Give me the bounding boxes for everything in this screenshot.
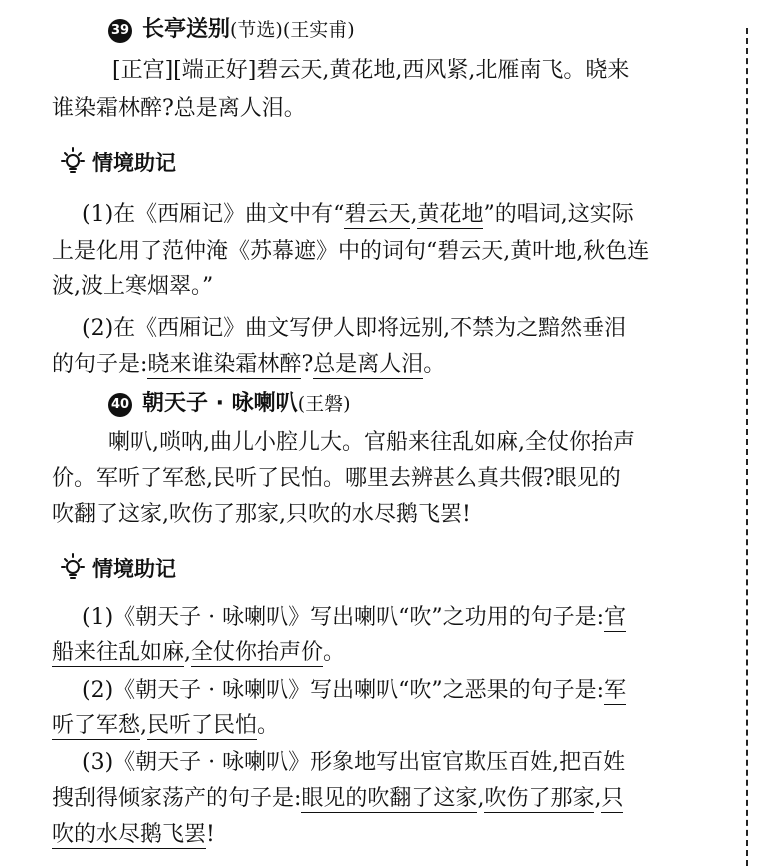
question-line: 上是化用了范仲淹《苏幕遮》中的词句“碧云天,黄叶地,秋色连 xyxy=(52,239,650,264)
entry-number-badge: 39 xyxy=(108,19,132,43)
question-line xyxy=(82,200,732,230)
question-text: (1)在《西厢记》曲文中有“ xyxy=(82,202,345,227)
entry-39-heading xyxy=(108,12,757,43)
question-line xyxy=(82,676,732,706)
answer-text: 眼见的吹翻了这家 xyxy=(301,786,478,811)
question-line: (3)《朝天子 · 咏喇叭》形象地写出宦官欺压百姓,把百姓 xyxy=(82,750,626,775)
question-line xyxy=(52,784,732,814)
answer-text: 全仗你抬声价 xyxy=(191,640,324,665)
answer-text: 吹伤了那家 xyxy=(484,786,595,811)
question-line xyxy=(52,711,732,741)
question-text: 。 xyxy=(423,352,446,377)
answer-text: 民听了民怕 xyxy=(147,713,258,738)
question-text: (2)《朝天子 · 咏喇叭》写出喇叭“吹”之恶果的句子是: xyxy=(82,678,605,703)
entry-40-heading xyxy=(108,386,757,417)
question-text: , xyxy=(477,786,485,811)
lightbulb-icon xyxy=(58,552,88,582)
answer-text: 总是离人泪 xyxy=(313,352,424,377)
question-text: , xyxy=(184,640,192,665)
answer-text: 船来往乱如麻 xyxy=(52,640,185,665)
question-text: 搜刮得倾家荡产的句子是: xyxy=(52,786,302,811)
answer-text: 吹的水尽鹅飞罢 xyxy=(52,822,207,847)
question-text: , xyxy=(140,713,148,738)
question-text: , xyxy=(594,786,602,811)
entry-meta: (王磐) xyxy=(297,393,351,415)
answer-text: 晓来谁染霜林醉 xyxy=(147,352,302,377)
hint-heading xyxy=(58,146,176,177)
entry-meta: (节选)(王实甫) xyxy=(230,19,355,41)
question-text: 。 xyxy=(257,713,280,738)
question-text: (1)《朝天子 · 咏喇叭》写出喇叭“吹”之功用的句子是: xyxy=(82,605,605,630)
answer-text: 军 xyxy=(604,678,627,703)
question-text: ! xyxy=(206,822,215,847)
hint-heading xyxy=(58,552,176,583)
entry-number-badge: 40 xyxy=(108,393,132,417)
answer-text: 黄花地 xyxy=(417,202,484,227)
question-line xyxy=(82,603,732,633)
hint-label: 情境助记 xyxy=(92,151,176,175)
question-line xyxy=(52,350,732,380)
poem-line: 价。军听了军愁,民听了民怕。哪里去辨甚么真共假?眼见的 xyxy=(52,466,621,491)
question-line xyxy=(52,638,732,668)
lightbulb-icon xyxy=(58,146,88,176)
question-text: , xyxy=(410,202,418,227)
answer-text: 碧云天 xyxy=(344,202,411,227)
entry-title: 长亭送别 xyxy=(142,17,231,42)
poem-line: 吹翻了这家,吹伤了那家,只吹的水尽鹅飞罢! xyxy=(52,502,471,527)
question-line: 波,波上寒烟翠。” xyxy=(52,274,214,299)
question-line xyxy=(52,820,732,850)
question-line: (2)在《西厢记》曲文写伊人即将远别,不禁为之黯然垂泪 xyxy=(82,316,627,341)
entry-title: 朝天子 · 咏喇叭 xyxy=(142,391,298,416)
poem-line: [正宫][端正好]碧云天,黄花地,西风紧,北雁南飞。晓来 xyxy=(112,58,630,83)
poem-line: 喇叭,唢呐,曲儿小腔儿大。官船来往乱如麻,全仗你抬声 xyxy=(108,430,635,455)
question-text: 的句子是: xyxy=(52,352,148,377)
answer-text: 只 xyxy=(601,786,624,811)
question-text: 。 xyxy=(323,640,346,665)
poem-line: 谁染霜林醉?总是离人泪。 xyxy=(52,96,306,121)
answer-text: 听了军愁 xyxy=(52,713,141,738)
hint-label: 情境助记 xyxy=(92,557,176,581)
question-text: ”的唱词,这实际 xyxy=(483,202,634,227)
question-text: ? xyxy=(301,352,314,377)
answer-text: 官 xyxy=(604,605,627,630)
